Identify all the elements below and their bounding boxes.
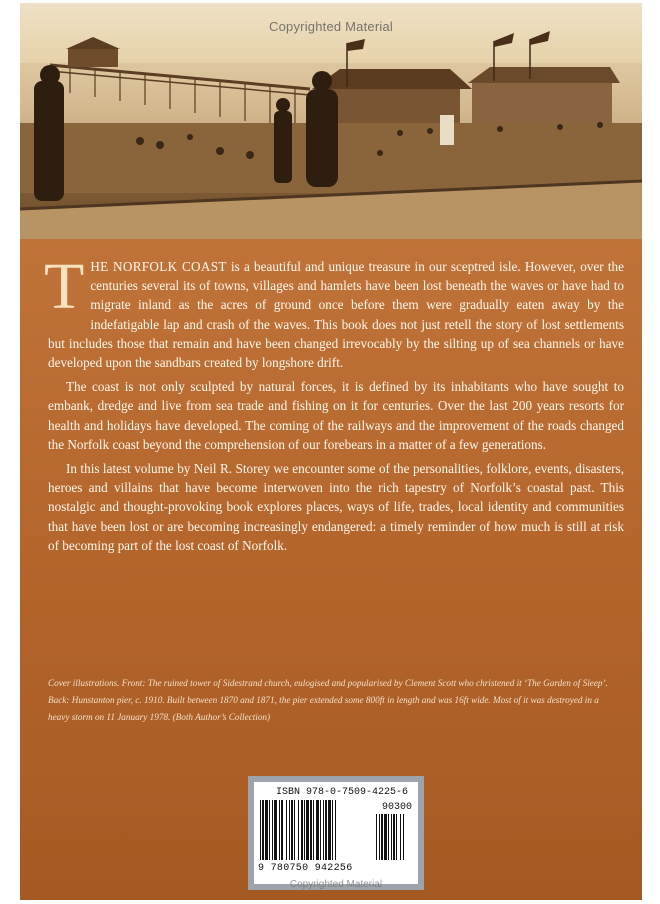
isbn-barcode <box>248 776 424 890</box>
pier-photo-illustration <box>20 3 642 239</box>
opening-smallcaps: HE NORFOLK COAST <box>90 259 227 274</box>
drop-cap: T <box>44 250 85 323</box>
price-addon-digits: 90300 <box>381 802 412 813</box>
blurb-text <box>44 250 624 560</box>
blurb-paragraph-1-text: is a beautiful and unique treasure in our sceptred isle. However, over the centuries several its of towns, villages and hamlets have been lost beneath the waves or have had to migrate inland as the acres of ground once before them were gradually eaten away by the indefatigable lap and crash of the waves. This book does not just retell the story of lost settlements but includes those that remain and have been changed irrevocably by the silting up of sea channels or have developed upon the sandbars created by longshore drift. <box>48 259 624 371</box>
copyright-watermark-bottom: Copyrighted Material <box>289 879 383 890</box>
copyright-watermark-top: Copyrighted Material <box>269 19 393 34</box>
cover-illustrations-caption: Cover illustrations. Front: The ruined tower of Sidestrand church, eulogised and popularised by Clement Scott who christened it ‘The Garden of Sleep’. Back: Hunstanton pier, c. 1910. Built between 1870 and 1871, the pier extended some 800ft in length and was 16ft wide. Most of it was destroyed in a heavy storm on 11 January 1978. (Both Author’s Collection) <box>48 678 608 722</box>
isbn-number: ISBN 978-0-7509-4225-6 <box>276 787 409 798</box>
sepia-photo-hunstanton-pier <box>20 3 642 239</box>
ean-digits: 9 780750 942256 <box>258 863 353 874</box>
blurb-paragraph-1 <box>44 250 624 372</box>
book-back-cover <box>20 3 642 900</box>
blurb-paragraph-3: In this latest volume by Neil R. Storey we encounter some of the personalities, folklore, events, disasters, heroes and villains that have become interwoven into the rich tapestry of Norfolk’s coastal past. This nostalgic and thought-provoking book explores places, ways of life, trades, local identity and communities that have been lost or are becoming increasingly endangered: a timely reminder of how much is still at risk of becoming part of the lost coast of Norfolk. <box>48 461 624 553</box>
blurb-paragraph-2: The coast is not only sculpted by natural forces, it is defined by its inhabitants who have sought to embank, dredge and live from sea trade and fishing on it for centuries. Over the last 200 years resorts for health and holidays have developed. The coming of the railways and the improvement of the roads changed the Norfolk coast beyond the comprehension of our forebears in a matter of a few generations. <box>48 379 624 452</box>
